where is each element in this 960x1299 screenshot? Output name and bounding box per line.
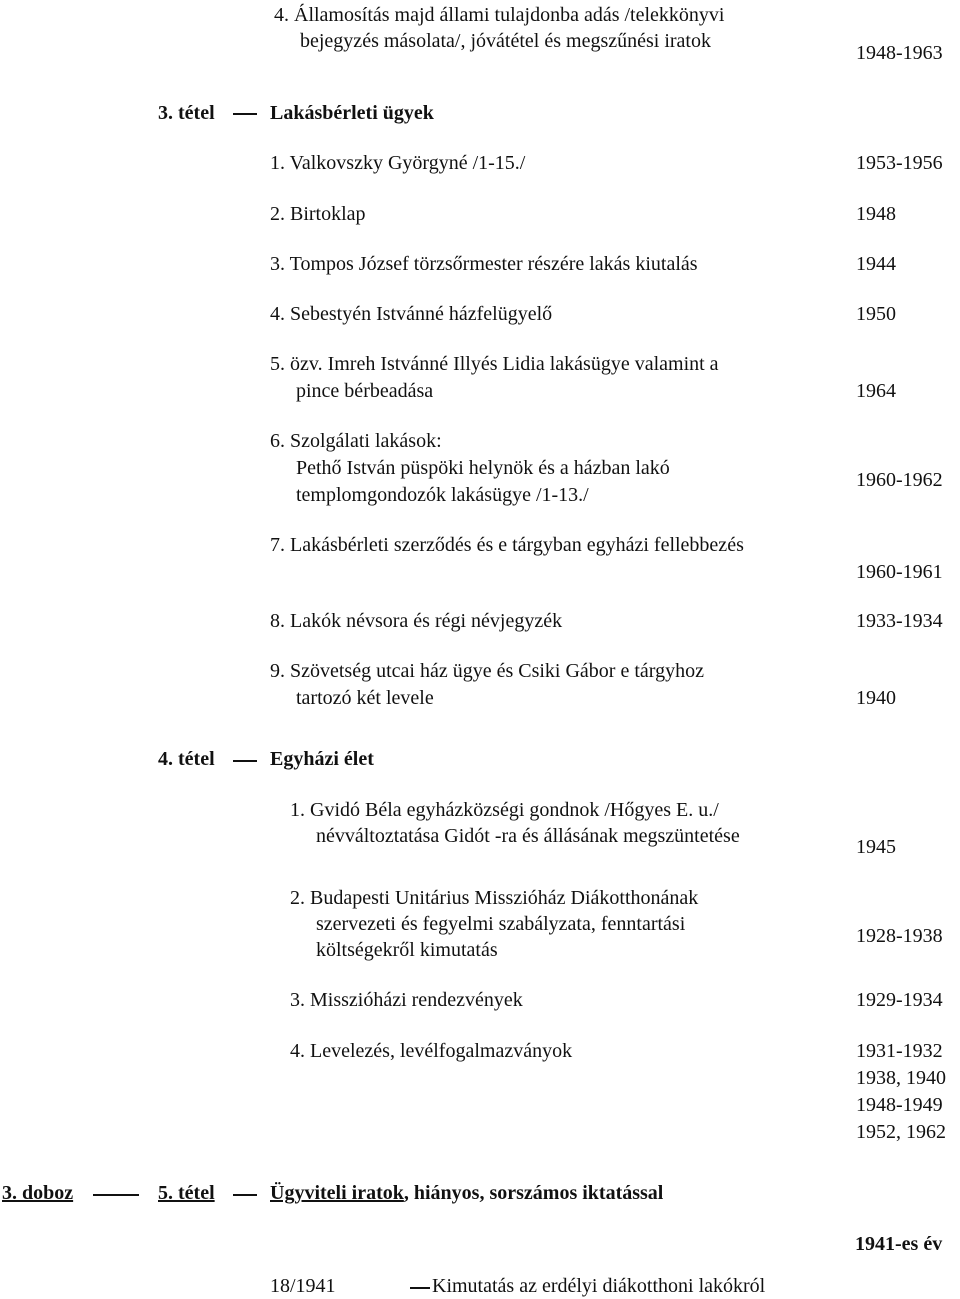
- item-text: 3. Tompos József törzsőrmester részére lakás kiutalás: [270, 253, 698, 275]
- section-title-rest: , hiányos, sorszámos iktatással: [403, 1182, 664, 1204]
- item-text: Pethő István püspöki helynök és a házban lakó: [296, 457, 670, 479]
- item-date: 1938, 1940: [856, 1067, 946, 1089]
- section-title: [270, 1180, 663, 1206]
- item-date: 1948: [856, 203, 896, 225]
- item-date: 1931-1932: [856, 1040, 943, 1062]
- item-date: 1950: [856, 303, 896, 325]
- item-text: templomgondozók lakásügye /1-13./: [296, 484, 589, 506]
- item-text: 7. Lakásbérleti szerződés és e tárgyban egyházi fellebbezés: [270, 534, 744, 556]
- item-text: 8. Lakók névsora és régi névjegyzék: [270, 610, 563, 632]
- item-text: 4. Államosítás majd állami tulajdonba adás /telekkönyvi: [274, 4, 725, 26]
- item-text: bejegyzés másolata/, jóvátétel és megszűnési iratok: [300, 30, 711, 52]
- item-text: 4. Sebestyén Istvánné házfelügyelő: [270, 303, 553, 325]
- section-number: 4. tétel: [158, 748, 215, 770]
- item-date: 1960-1961: [856, 561, 943, 583]
- item-date: 1928-1938: [856, 925, 943, 947]
- item-text: szervezeti és fegyelmi szabályzata, fenntartási: [316, 913, 686, 935]
- box-number: 3. doboz: [2, 1182, 74, 1204]
- item-text: névváltoztatása Gidót -ra és állásának megszüntetése: [316, 825, 740, 847]
- dash: [233, 760, 257, 762]
- item-text: 5. özv. Imreh Istvánné Illyés Lidia lakásügye valamint a: [270, 353, 719, 375]
- item-date: 1952, 1962: [856, 1121, 946, 1143]
- item-text: 4. Levelezés, levélfogalmazványok: [290, 1040, 573, 1062]
- dash: [233, 113, 257, 115]
- section-number: 5. tétel: [158, 1182, 215, 1204]
- item-text: 6. Szolgálati lakások:: [270, 430, 442, 452]
- section-title: Lakásbérleti ügyek: [270, 102, 434, 124]
- item-text: 1. Valkovszky Györgyné /1-15./: [270, 152, 526, 174]
- item-text: 3. Misszióházi rendezvények: [290, 989, 523, 1011]
- item-date: 1948-1963: [856, 42, 943, 64]
- record-number: 18/1941: [270, 1275, 336, 1297]
- item-text: tartozó két levele: [296, 687, 434, 709]
- item-text: pince bérbeadása: [296, 380, 434, 402]
- item-date: 1945: [856, 836, 896, 858]
- item-date: 1944: [856, 253, 896, 275]
- item-text: 2. Budapesti Unitárius Misszióház Diákotthonának: [290, 887, 699, 909]
- section-title: Egyházi élet: [270, 748, 374, 770]
- section-title-underlined: Ügyviteli iratok: [270, 1182, 404, 1204]
- item-date: 1929-1934: [856, 989, 943, 1011]
- section-number: 3. tétel: [158, 102, 215, 124]
- dash: [93, 1194, 139, 1196]
- year-heading: 1941-es év: [855, 1233, 943, 1255]
- item-text: 9. Szövetség utcai ház ügye és Csiki Gábor e tárgyhoz: [270, 660, 704, 682]
- item-text: 1. Gvidó Béla egyházközségi gondnok /Hőgyes E. u./: [290, 799, 719, 821]
- item-date: 1940: [856, 687, 896, 709]
- item-date: 1948-1949: [856, 1094, 943, 1116]
- item-date: 1933-1934: [856, 610, 943, 632]
- item-date: 1964: [856, 380, 896, 402]
- item-text: költségekről kimutatás: [316, 939, 498, 961]
- dash: [233, 1194, 257, 1196]
- item-date: 1960-1962: [856, 469, 943, 491]
- item-date: 1953-1956: [856, 152, 943, 174]
- dash: [410, 1287, 430, 1289]
- item-text: 2. Birtoklap: [270, 203, 366, 225]
- record-text: Kimutatás az erdélyi diákotthoni lakókról: [432, 1275, 766, 1297]
